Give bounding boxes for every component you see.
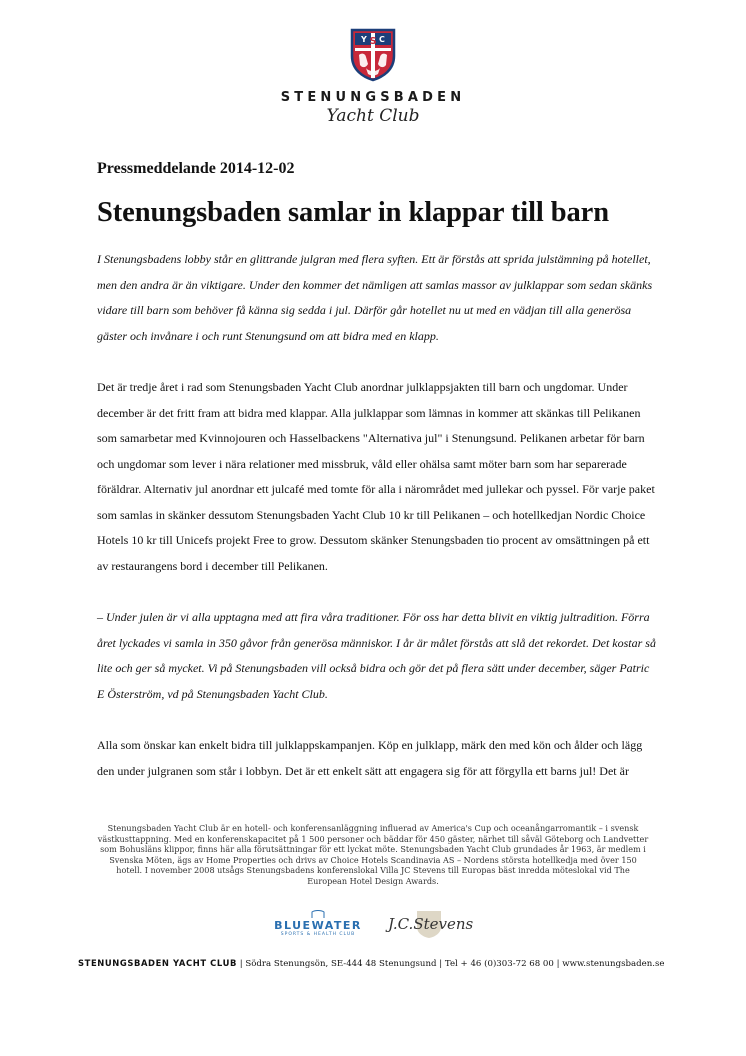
- bluewater-shield-icon: [268, 909, 368, 919]
- shield-letter-s: S: [369, 36, 377, 47]
- brand-name: STENUNGSBADEN: [280, 90, 466, 105]
- jcstevens-logo: [388, 907, 488, 933]
- phone: Tel + 46 (0)303-72 68 00: [444, 959, 554, 969]
- website-link[interactable]: www.stenungsbaden.se: [562, 959, 665, 969]
- bluewater-subtitle: SPORTS & HEALTH CLUB: [280, 932, 356, 937]
- separator: |: [239, 959, 246, 969]
- address: Södra Stenungsön, SE-444 48 Stenungsund: [245, 959, 437, 969]
- contact-line: [78, 958, 678, 969]
- press-label: Pressmeddelande 2014-12-02: [97, 160, 295, 177]
- bluewater-name: BLUEWATER: [274, 919, 362, 932]
- shield-letter-y: Y: [361, 35, 367, 44]
- yacht-club-shield-icon: [350, 28, 396, 82]
- bluewater-logo: [268, 909, 368, 937]
- shield-letter-c: C: [379, 35, 385, 44]
- jcstevens-name: J.C.Stevens: [388, 915, 474, 933]
- header-logo: [0, 28, 746, 126]
- body-paragraph-4: Alla som önskar kan enkelt bidra till julklappskampanjen. Köp en julklapp, märk den med kön och ålder och lägg den under julgranen som står i lobbyn. Det är ett enkelt sätt att engagera sig för att förgylla ett barns jul! Det är: [97, 738, 643, 778]
- partner-logos: [0, 905, 746, 945]
- separator: |: [556, 959, 563, 969]
- company-name: STENUNGSBADEN YACHT CLUB: [78, 958, 237, 968]
- press-release: [97, 160, 657, 784]
- quote-paragraph: – Under julen är vi alla upptagna med att fira våra traditioner. För oss har detta blivit en viktig jultradition. Förra året lyckades vi samla in 350 gåvor från generösa människor. I år är målet förstås att slå det rekordet. Det kostar så lite och ger så mycket. Vi på Stenungsbaden vill också bidra och gör det på flera sätt under december, säger Patric E Österström, vd på Stenungsbaden Yacht Club.: [97, 610, 656, 701]
- lead-paragraph: I Stenungsbadens lobby står en glittrande julgran med flera syften. Ett är förstås att sprida julstämning på hotellet, men den andra är än viktigare. Under den kommer det nämligen att samlas massor av julklappar som sedan skänks vidare till barn som behöver få känna sig sedda i jul. Därför går hotellet nu ut med en vädjan till alla generösa gäster och invånare i och runt Stenungsund om att bidra med en klapp.: [97, 252, 653, 343]
- headline: Stenungsbaden samlar in klappar till barn: [97, 197, 609, 228]
- brand-script: Yacht Club: [326, 106, 420, 126]
- separator: |: [439, 959, 445, 969]
- body-paragraph-2: Det är tredje året i rad som Stenungsbaden Yacht Club anordnar julklappsjakten till barn och ungdomar. Under december är det fritt fram att bidra med klappar. Alla julklappar som lämnas in kommer att skänkas till Pelikanen som samarbetar med Kvinnojouren och Hasselbackens "Alternativa jul" i Stenungsund. Pelikanen arbetar för barn och ungdomar som lever i nära relationer med missbruk, våld eller ohälsa samt möter barn som har separerade föräldrar. Alternativ jul anordnar ett julcafé med tomte för alla i närområdet med jullekar och pyssel. För varje paket som samlas in skänker dessutom Stenungsbaden Yacht Club 10 kr till Pelikanen – och hotellkedjan Nordic Choice Hotels 10 kr till Unicefs projekt Free to grow. Dessutom skänker Stenungsbaden tio procent av omsättningen på ett av restaurangens bord i december till Pelikanen.: [97, 380, 655, 573]
- footer-about: Stenungsbaden Yacht Club är en hotell- och konferensanläggning influerad av America's Cup och oceanångarromantik – i svensk västkusttappning. Med en konferenskapacitet på 1 500 personer och bäddar för 450 gäster, närhet till såväl Göteborg och Landvetter som Bohusläns klippor, finns här alla förutsättningar för ett lyckat möte. Stenungsbaden Yacht Club grundades år 1963, är medlem i Svenska Möten, ägs av Home Properties och drivs av Choice Hotels Scandinavia AS – Nordens största hotellkedja med över 150 hotell. I november 2008 utsågs Stenungsbadens konferenslokal Villa JC Stevens till Europas bäst inredda möteslokal vid The European Hotel Design Awards.: [97, 823, 649, 886]
